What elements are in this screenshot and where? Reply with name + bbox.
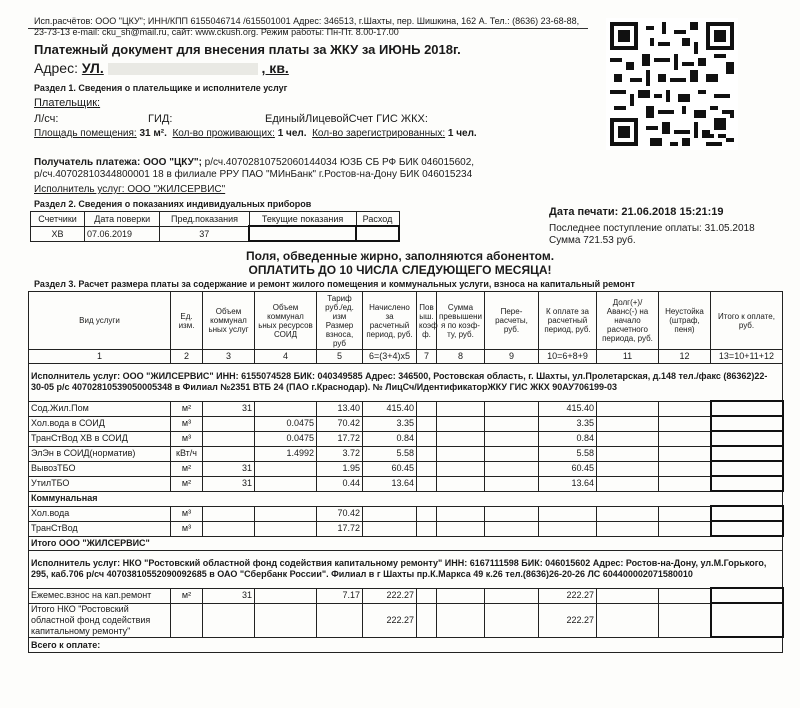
service-row — [29, 506, 783, 521]
column-number: 11 — [597, 350, 659, 364]
executor1-info: Исполнитель услуг: ООО "ЖИЛСЕРВИС" ИНН: 6155074528 БИК: 040349585 Адрес: 346500, Ростовская область, г. Шахты, ул.Пролетарская, д.148 тел./факс (86362)22-30-05 р/с 40702810539050005348 в Филиал №2351 ВТБ 24 (ПАО г.Краснодар). № ЛицСч/ИдентификаторЖКУ ГИС ЖКХ 90АУ706199-03 — [31, 371, 768, 392]
meters-col-header: Счетчики — [31, 212, 85, 227]
meter-consumption-input[interactable] — [356, 226, 399, 241]
column-number: 7 — [417, 350, 437, 364]
service-cell — [417, 431, 437, 446]
service-cell: 13.64 — [539, 476, 597, 491]
registered-label: Кол-во зарегистрированных: — [312, 128, 446, 139]
payer-label: Плательщик: — [34, 97, 101, 109]
redacted-block — [108, 63, 258, 75]
service-cell: 3.35 — [363, 416, 417, 431]
service-cell — [203, 521, 255, 536]
service-cell: м² — [171, 588, 203, 603]
meter-name: ХВ — [31, 226, 85, 241]
service-cell[interactable] — [711, 446, 783, 461]
service-cell — [363, 506, 417, 521]
recipient-line-2: р/сч.40702810344800001 18 в филиале РРУ ПАО "МИнБанк" г.Ростов-на-Дону БИК 046015234 — [34, 169, 473, 180]
recipient-line-1 — [34, 157, 474, 168]
notice-fields: Поля, обведенные жирно, заполняются абонентом. — [245, 249, 555, 263]
service-cell — [255, 476, 317, 491]
service-cell: м³ — [171, 521, 203, 536]
service-cell — [417, 588, 437, 603]
service-name: ТранСтВод ХВ в СОИД — [29, 431, 171, 446]
grand-total-row — [29, 637, 783, 653]
service-name: ТранСтВод — [29, 521, 171, 536]
service-cell — [255, 401, 317, 416]
service-cell: 17.72 — [317, 431, 363, 446]
column-header: Итого к оплате, руб. — [711, 292, 783, 350]
total-nko-label: Итого НКО "Ростовский областной фонд содействия капитальному ремонту" — [29, 603, 171, 637]
service-cell — [597, 446, 659, 461]
total-nko-cell — [417, 603, 437, 637]
header-line-1: Исп.расчётов: ООО "ЦКУ"; ИНН/КПП 6155046714 /615501001 Адрес: 346513, г.Шахты, пер. Шишкина, 162 А. Тел.: (8636) 23-68-88, — [34, 16, 580, 26]
service-cell[interactable] — [711, 476, 783, 491]
service-cell — [203, 431, 255, 446]
service-cell — [417, 506, 437, 521]
service-cell[interactable] — [711, 588, 783, 603]
service-cell — [417, 521, 437, 536]
service-cell: 3.72 — [317, 446, 363, 461]
service-cell — [597, 461, 659, 476]
service-cell[interactable] — [711, 401, 783, 416]
service-name: ВывозТБО — [29, 461, 171, 476]
service-cell[interactable] — [711, 506, 783, 521]
service-cell: 0.84 — [363, 431, 417, 446]
notice-deadline: ОПЛАТИТЬ ДО 10 ЧИСЛА СЛЕДУЮЩЕГО МЕСЯЦА! — [248, 263, 552, 277]
service-row — [29, 476, 783, 491]
service-cell — [255, 588, 317, 603]
area-label: Площадь помещения: — [34, 128, 137, 139]
service-cell: 17.72 — [317, 521, 363, 536]
service-cell: 222.27 — [539, 588, 597, 603]
service-cell — [659, 416, 711, 431]
service-cell — [255, 506, 317, 521]
service-cell — [539, 521, 597, 536]
service-cell: 0.44 — [317, 476, 363, 491]
service-cell: 415.40 — [363, 401, 417, 416]
meter-prev-reading: 37 — [160, 226, 249, 241]
service-cell — [417, 476, 437, 491]
executor2-info: Исполнитель услуг: НКО "Ростовский областной фонд содействия капитальному ремонту" ИНН: 6167111598 БИК: 046015602 Адрес: Ростов-на-Дону, ул.М.Горького, 295, каб.706 р/сч 40703810552090092685 в ОАО "Сбербанк России". Филиал в г Шахты пр.К.Маркса 49 к.26 тел.(8636)26-20-26 ЛС 604400002071580010 — [29, 551, 783, 589]
total-nko-cell — [659, 603, 711, 637]
service-cell: м³ — [171, 431, 203, 446]
executor2-info-row — [29, 551, 783, 589]
service-cell: 70.42 — [317, 416, 363, 431]
service-cell — [485, 588, 539, 603]
service-name: Хол.вода в СОИД — [29, 416, 171, 431]
charges-header-row — [29, 292, 783, 350]
service-cell — [597, 476, 659, 491]
column-number: 10=6+8+9 — [539, 350, 597, 364]
service-cell — [659, 401, 711, 416]
service-cell: 3.35 — [539, 416, 597, 431]
address-label: Адрес: — [34, 60, 78, 76]
section2-title: Раздел 2. Сведения о показаниях индивидуальных приборов — [34, 199, 312, 209]
service-cell — [539, 506, 597, 521]
meters-col-header: Расход — [356, 212, 399, 227]
total-nko-cell[interactable] — [711, 603, 783, 637]
recipient-name: Получатель платежа: ООО "ЦКУ"; — [34, 157, 202, 168]
service-cell: м² — [171, 461, 203, 476]
meters-col-header: Дата поверки — [84, 212, 159, 227]
column-number: 3 — [203, 350, 255, 364]
last-payment: Последнее поступление оплаты: 31.05.2018 — [549, 223, 755, 234]
service-cell: 70.42 — [317, 506, 363, 521]
service-cell — [437, 506, 485, 521]
executor1-row — [29, 364, 783, 402]
service-cell — [485, 476, 539, 491]
service-cell: 31 — [203, 461, 255, 476]
service-cell — [597, 506, 659, 521]
service-cell — [437, 431, 485, 446]
residents-value: 1 чел. — [277, 128, 307, 139]
service-cell — [485, 401, 539, 416]
registered-value: 1 чел. — [447, 128, 477, 139]
meters-col-header: Текущие показания — [249, 212, 356, 227]
column-number: 12 — [659, 350, 711, 364]
column-number: 9 — [485, 350, 539, 364]
print-date: Дата печати: 21.06.2018 15:21:19 — [549, 206, 724, 218]
column-number: 1 — [29, 350, 171, 364]
account-label: Л/сч: — [34, 113, 59, 125]
service-cell: 31 — [203, 401, 255, 416]
service-cell — [255, 461, 317, 476]
service-cell: кВт/ч — [171, 446, 203, 461]
section3-title: Раздел 3. Расчет размера платы за содержание и ремонт жилого помещения и коммунальных услуги, взноса на капитальный ремонт — [34, 279, 635, 289]
service-cell — [659, 521, 711, 536]
address-street: УЛ. — [81, 60, 104, 76]
meter-check-date: 07.06.2019 — [84, 226, 159, 241]
service-cell — [203, 416, 255, 431]
service-cell — [203, 446, 255, 461]
service-cell — [417, 401, 437, 416]
meters-col-header: Пред.показания — [160, 212, 249, 227]
section1-title: Раздел 1. Сведения о плательщике и исполнителе услуг — [34, 83, 288, 93]
qr-code-icon — [606, 18, 738, 150]
document-title: Платежный документ для внесения платы за ЖКУ за ИЮНЬ 2018г. — [34, 42, 461, 57]
meters-table — [30, 211, 400, 242]
address — [34, 60, 289, 76]
service-cell — [659, 476, 711, 491]
header-info — [34, 16, 579, 38]
total-nko-row — [29, 603, 783, 637]
column-number: 13=10+11+12 — [711, 350, 783, 364]
service-cell: 222.27 — [363, 588, 417, 603]
total-nko-cell — [255, 603, 317, 637]
service-cell — [659, 506, 711, 521]
column-header: Начислено за расчетный период, руб. — [363, 292, 417, 350]
service-cell — [659, 431, 711, 446]
total-nko-cell — [317, 603, 363, 637]
grand-total: Всего к оплате: — [29, 637, 783, 653]
executor-label: Исполнитель услуг: ООО "ЖИЛСЕРВИС" — [34, 184, 226, 195]
communal-label-row — [29, 491, 783, 506]
service-row — [29, 416, 783, 431]
last-payment-amount: Сумма 721.53 руб. — [549, 235, 636, 246]
service-cell[interactable] — [711, 461, 783, 476]
service-cell — [437, 476, 485, 491]
service-name: ЭлЭн в СОИД(норматив) — [29, 446, 171, 461]
column-header: Ед. изм. — [171, 292, 203, 350]
service-cell — [363, 521, 417, 536]
service-cell — [437, 401, 485, 416]
service-row — [29, 521, 783, 536]
meter-current-reading-input[interactable] — [249, 226, 356, 241]
service-cell: 0.84 — [539, 431, 597, 446]
total-nko-cell — [597, 603, 659, 637]
service-cell — [437, 446, 485, 461]
column-header: Объем коммунал ьных ресурсов СОИД — [255, 292, 317, 350]
column-header: Вид услуги — [29, 292, 171, 350]
service-cell: 1.95 — [317, 461, 363, 476]
column-header: Сумма превышени я по коэф-ту, руб. — [437, 292, 485, 350]
column-header: Долг(+)/ Аванс(-) на начало расчетного периода, руб. — [597, 292, 659, 350]
service-cell — [417, 461, 437, 476]
service-cell: 0.0475 — [255, 416, 317, 431]
service-cell — [485, 506, 539, 521]
gid-label: ГИД: — [148, 113, 173, 125]
service-cell: 13.40 — [317, 401, 363, 416]
service-cell[interactable] — [711, 431, 783, 446]
total-nko-cell — [485, 603, 539, 637]
area-info — [34, 128, 477, 139]
column-number: 8 — [437, 350, 485, 364]
service-cell — [485, 431, 539, 446]
column-header: Неустойка (штраф, пеня) — [659, 292, 711, 350]
service-row — [29, 446, 783, 461]
column-header: Объем коммунал ьных услуг — [203, 292, 255, 350]
service-cell: м² — [171, 476, 203, 491]
service-cell — [485, 446, 539, 461]
service-cell: 31 — [203, 588, 255, 603]
service-cell — [417, 446, 437, 461]
service-cell — [485, 521, 539, 536]
service-cell: 60.45 — [363, 461, 417, 476]
service-cell: м³ — [171, 506, 203, 521]
charges-number-row — [29, 350, 783, 364]
service-cell: 5.58 — [363, 446, 417, 461]
area-value: 31 м². — [139, 128, 167, 139]
service-cell: 7.17 — [317, 588, 363, 603]
service-cell — [437, 588, 485, 603]
service-cell: 13.64 — [363, 476, 417, 491]
service-name: Ежемес.взнос на кап.ремонт — [29, 588, 171, 603]
service-cell — [255, 521, 317, 536]
column-header: К оплате за расчетный период, руб. — [539, 292, 597, 350]
column-header: Пов ыш. коэф ф. — [417, 292, 437, 350]
meters-header-row — [31, 212, 400, 227]
column-number: 5 — [317, 350, 363, 364]
service-row — [29, 461, 783, 476]
meters-row — [31, 226, 400, 241]
total-zhilservis-row — [29, 536, 783, 551]
payment-info — [549, 223, 755, 247]
service-name: Хол.вода — [29, 506, 171, 521]
service-cell: 60.45 — [539, 461, 597, 476]
total-nko-cell — [203, 603, 255, 637]
service-cell: 0.0475 — [255, 431, 317, 446]
service-cell — [485, 461, 539, 476]
service-cell — [659, 446, 711, 461]
service-cell: 31 — [203, 476, 255, 491]
column-number: 6=(3+4)х5 — [363, 350, 417, 364]
service-name: УтилТБО — [29, 476, 171, 491]
column-number: 4 — [255, 350, 317, 364]
service-row — [29, 401, 783, 416]
service-cell — [437, 461, 485, 476]
service-cell — [485, 416, 539, 431]
service-cell — [437, 416, 485, 431]
charges-table — [28, 291, 784, 653]
service-cell: м³ — [171, 416, 203, 431]
total-zhilservis: Итого ООО "ЖИЛСЕРВИС" — [29, 536, 783, 551]
service-cell — [437, 521, 485, 536]
service-cell: 5.58 — [539, 446, 597, 461]
service-cell: 1.4992 — [255, 446, 317, 461]
service-cell: м² — [171, 401, 203, 416]
column-number: 2 — [171, 350, 203, 364]
service-cell[interactable] — [711, 416, 783, 431]
service-cell — [659, 461, 711, 476]
service-cell — [659, 588, 711, 603]
address-suffix: , кв. — [261, 60, 289, 76]
service-cell — [597, 521, 659, 536]
service-cell — [597, 588, 659, 603]
service-row — [29, 588, 783, 603]
residents-label: Кол-во проживающих: — [172, 128, 275, 139]
unified-account-label: ЕдиныйЛицевойСчет ГИС ЖКХ: — [265, 113, 428, 125]
communal-label: Коммунальная — [29, 491, 783, 506]
service-cell — [597, 401, 659, 416]
service-cell[interactable] — [711, 521, 783, 536]
header-line-2: 23-73-13 e-mail: cku_sh@mail.ru, сайт: www.ckush.org. Режим работы: Пн-Пт. 8.00-17.00 — [34, 27, 399, 37]
total-nko-cell: 222.27 — [363, 603, 417, 637]
service-cell — [417, 416, 437, 431]
service-cell — [597, 416, 659, 431]
total-nko-cell — [437, 603, 485, 637]
recipient-account: р/сч.40702810752060144034 ЮЗБ СБ РФ БИК 046015602, — [201, 157, 475, 168]
total-nko-cell: 222.27 — [539, 603, 597, 637]
service-cell: 415.40 — [539, 401, 597, 416]
service-row — [29, 431, 783, 446]
service-cell — [597, 431, 659, 446]
column-header: Тариф руб./ед. изм Размер взноса, руб — [317, 292, 363, 350]
column-header: Пере- расчеты, руб. — [485, 292, 539, 350]
total-nko-cell — [171, 603, 203, 637]
service-cell — [203, 506, 255, 521]
service-name: Сод.Жил.Пом — [29, 401, 171, 416]
